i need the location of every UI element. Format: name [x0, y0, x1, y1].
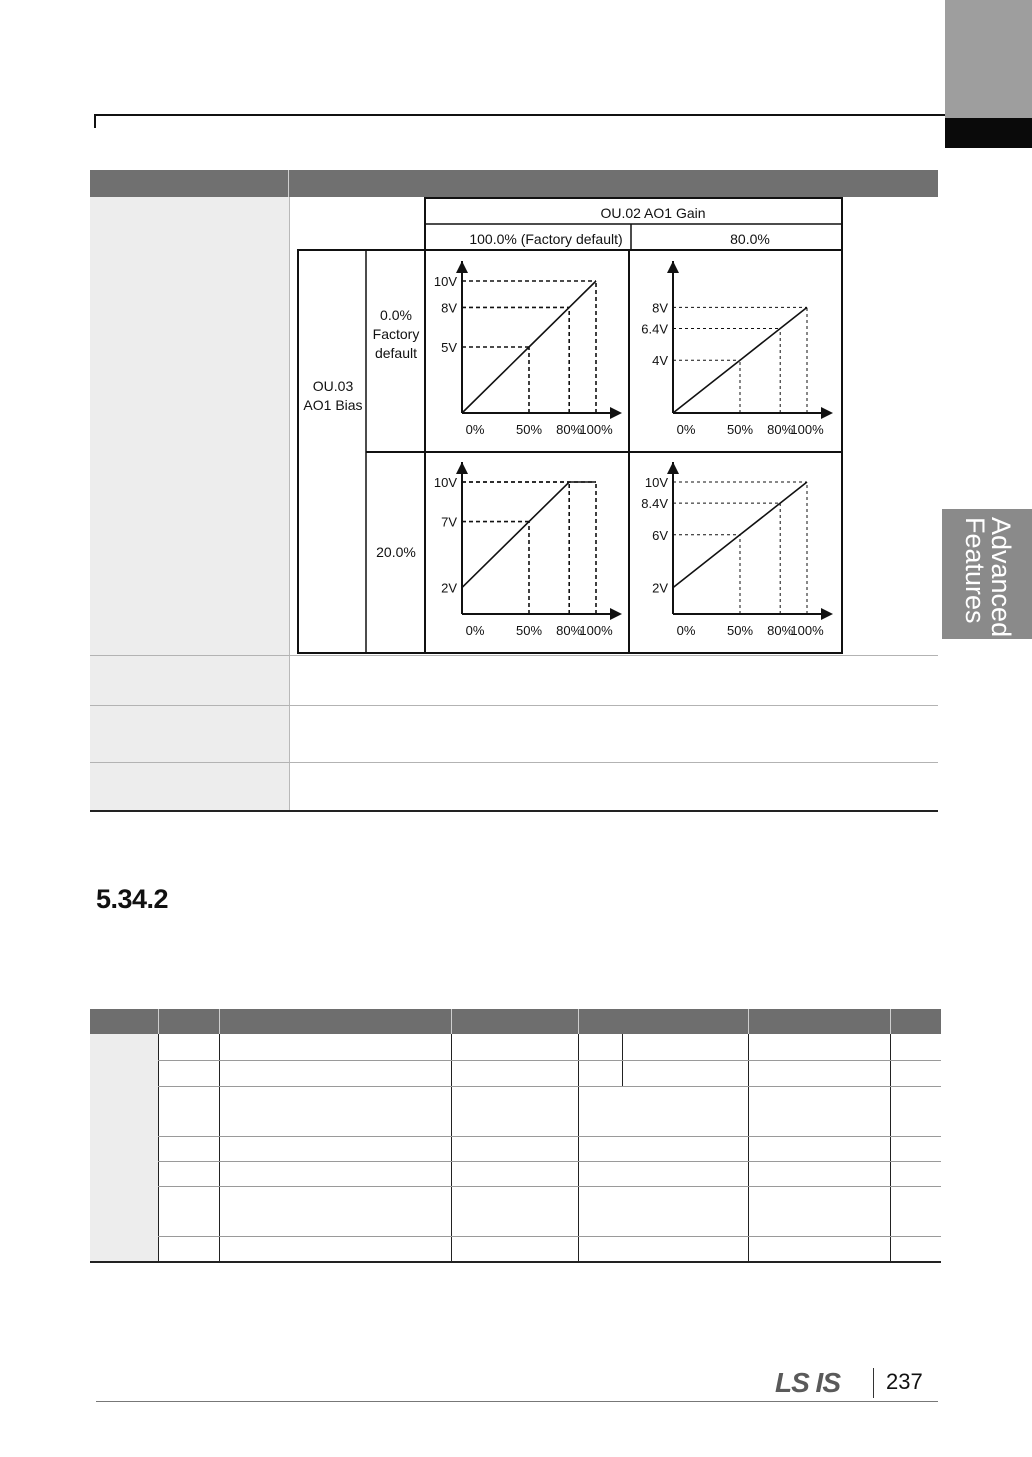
- x-tick-label: 80%: [767, 422, 794, 437]
- setting-table-row-line: [158, 1236, 941, 1237]
- brand-logo-text: LS IS: [775, 1367, 841, 1396]
- bias-row-1-line-1: 0.0%: [380, 307, 412, 323]
- page-number: 237: [886, 1369, 923, 1394]
- footer-separator: [873, 1368, 874, 1398]
- x-axis-arrow: [821, 407, 833, 419]
- x-axis-arrow: [610, 608, 622, 620]
- y-axis-arrow: [667, 261, 679, 273]
- gain-title: OU.02 AO1 Gain: [600, 205, 706, 221]
- y-tick-label: 8V: [441, 300, 457, 316]
- x-tick-label: 80%: [556, 623, 583, 638]
- x-tick-label: 100%: [790, 623, 824, 638]
- x-tick-label: 0%: [465, 623, 485, 638]
- x-tick-label: 0%: [676, 623, 696, 638]
- setting-table-col-line: [578, 1034, 579, 1261]
- y-tick-label: 5V: [441, 340, 457, 355]
- x-axis-arrow: [821, 608, 833, 620]
- bias-row-1-line-3: default: [374, 345, 418, 361]
- x-tick-label: 80%: [767, 623, 794, 638]
- setting-table-header: [90, 1009, 941, 1034]
- gain-col-1: 100.0% (Factory default): [469, 231, 623, 247]
- y-tick-label: 10V: [433, 274, 457, 289]
- y-tick-label: 8V: [652, 300, 668, 316]
- y-axis-arrow: [456, 261, 468, 273]
- y-tick-label: 7V: [441, 514, 457, 530]
- x-tick-label: 50%: [726, 422, 754, 437]
- y-tick-label: 6.4V: [641, 321, 668, 337]
- y-tick-label: 10V: [644, 475, 668, 490]
- setting-table-bottom-rule: [90, 1261, 941, 1263]
- brand-logo: [773, 1366, 859, 1396]
- setting-table-col-line: [748, 1034, 749, 1261]
- y-tick-label: 6V: [652, 527, 668, 543]
- series-line: [462, 281, 596, 413]
- x-tick-label: 100%: [790, 422, 824, 437]
- setting-table-col-line: [451, 1034, 452, 1261]
- section-number: 5.34.2: [96, 884, 169, 914]
- x-tick-label: 100%: [579, 422, 613, 437]
- setting-table-row-line: [158, 1136, 941, 1137]
- setting-table-row-line: [158, 1060, 941, 1061]
- x-tick-label: 0%: [676, 422, 696, 437]
- y-axis-arrow: [456, 462, 468, 474]
- x-tick-label: 50%: [515, 422, 543, 437]
- setting-table-col-line: [219, 1034, 220, 1261]
- setting-table-group-cell: [90, 1034, 158, 1261]
- gain-col-2: 80.0%: [730, 231, 770, 247]
- bias-title-2: AO1 Bias: [303, 397, 363, 413]
- setting-table-row-line: [158, 1086, 941, 1087]
- setting-table-row-line: [158, 1161, 941, 1162]
- x-tick-label: 50%: [726, 623, 754, 638]
- chapter-tab-line-1: Advanced: [986, 517, 1016, 638]
- setting-table-col-line: [890, 1034, 891, 1261]
- y-tick-label: 10V: [433, 475, 457, 490]
- bias-row-1-line-2: Factory: [372, 326, 420, 342]
- x-tick-label: 50%: [515, 623, 543, 638]
- bias-title-1: OU.03: [312, 378, 354, 394]
- y-tick-label: 2V: [652, 580, 668, 596]
- chapter-tab-line-2: Features: [960, 517, 990, 624]
- y-tick-label: 8.4V: [641, 496, 668, 512]
- y-axis-arrow: [667, 462, 679, 474]
- setting-table-col-line: [158, 1034, 159, 1261]
- x-tick-label: 100%: [579, 623, 613, 638]
- x-axis-arrow: [610, 407, 622, 419]
- bias-row-2: 20.0%: [376, 544, 416, 560]
- footer-rule: [96, 1401, 938, 1402]
- x-tick-label: 0%: [465, 422, 485, 437]
- setting-table-row-line: [158, 1186, 941, 1187]
- y-tick-label: 2V: [441, 580, 457, 596]
- y-tick-label: 4V: [652, 353, 668, 369]
- x-tick-label: 80%: [556, 422, 583, 437]
